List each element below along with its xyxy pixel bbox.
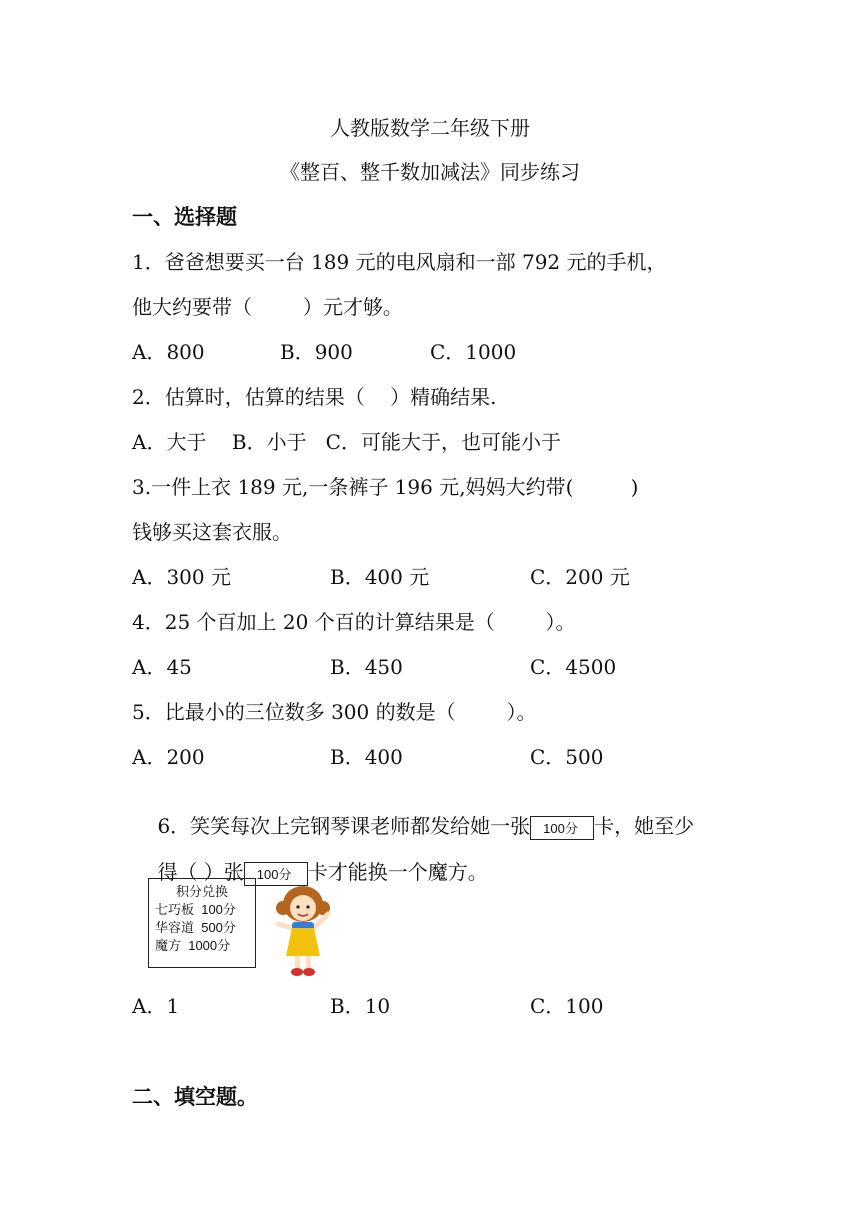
question-6-text-b: 卡，她至少 xyxy=(594,814,695,838)
exchange-row: 华容道 500分 xyxy=(155,920,236,935)
question-6-option-a: A．1 xyxy=(132,994,180,1018)
question-6-text-d: 卡才能换一个魔方。 xyxy=(307,860,488,884)
exchange-row: 魔方 1000分 xyxy=(155,938,231,953)
question-3-option-b: B．400 元 xyxy=(330,565,430,589)
question-5-option-a: A．200 xyxy=(132,745,205,769)
question-1-line-2: 他大约要带（ ）元才够。 xyxy=(132,295,403,319)
question-6-text-c: 得（ ）张 xyxy=(157,860,244,884)
exchange-title: 积分兑换 xyxy=(175,884,228,899)
points-card: 100分 xyxy=(244,862,308,886)
question-1-option-c: C．1000 xyxy=(430,340,517,364)
question-6-text-a: 6．笑笑每次上完钢琴课老师都发给她一张 xyxy=(157,814,531,838)
question-5-option-b: B．400 xyxy=(330,745,403,769)
page-title: 人教版数学二年级下册 xyxy=(330,116,530,140)
section-heading-fill-blank: 二、填空题。 xyxy=(132,1084,258,1109)
question-4-option-c: C．4500 xyxy=(530,655,617,679)
question-1-line-1: 1．爸爸想要买一台 189 元的电风扇和一部 792 元的手机， xyxy=(132,250,667,274)
question-6-option-b: B．10 xyxy=(330,994,391,1018)
question-4-option-b: B．450 xyxy=(330,655,403,679)
page-subtitle: 《整百、整千数加减法》同步练习 xyxy=(280,160,580,184)
question-3-option-c: C．200 元 xyxy=(530,565,630,589)
question-2-options: A．大于 B．小于 C．可能大于，也可能小于 xyxy=(132,430,561,454)
exchange-row: 七巧板 100分 xyxy=(155,902,236,917)
question-2-line-1: 2．估算时，估算的结果（ ）精确结果. xyxy=(132,385,497,409)
question-4-option-a: A．45 xyxy=(132,655,192,679)
question-1-option-b: B．900 xyxy=(280,340,353,364)
question-3-line-1: 3.一件上衣 189 元,一条裤子 196 元,妈妈大约带( ) xyxy=(132,475,639,499)
section-heading-choice: 一、选择题 xyxy=(132,204,237,229)
girl-illustration xyxy=(270,884,336,978)
points-card: 100分 xyxy=(530,816,594,840)
points-exchange-table xyxy=(148,878,256,968)
question-3-line-2: 钱够买这套衣服。 xyxy=(132,520,292,544)
question-4-line-1: 4．25 个百加上 20 个百的计算结果是（ ）。 xyxy=(132,610,576,634)
question-3-option-a: A．300 元 xyxy=(132,565,231,589)
question-6-option-c: C．100 xyxy=(530,994,604,1018)
question-1-option-a: A．800 xyxy=(132,340,205,364)
question-5-line-1: 5．比最小的三位数多 300 的数是（ ）。 xyxy=(132,700,537,724)
question-5-option-c: C．500 xyxy=(530,745,604,769)
